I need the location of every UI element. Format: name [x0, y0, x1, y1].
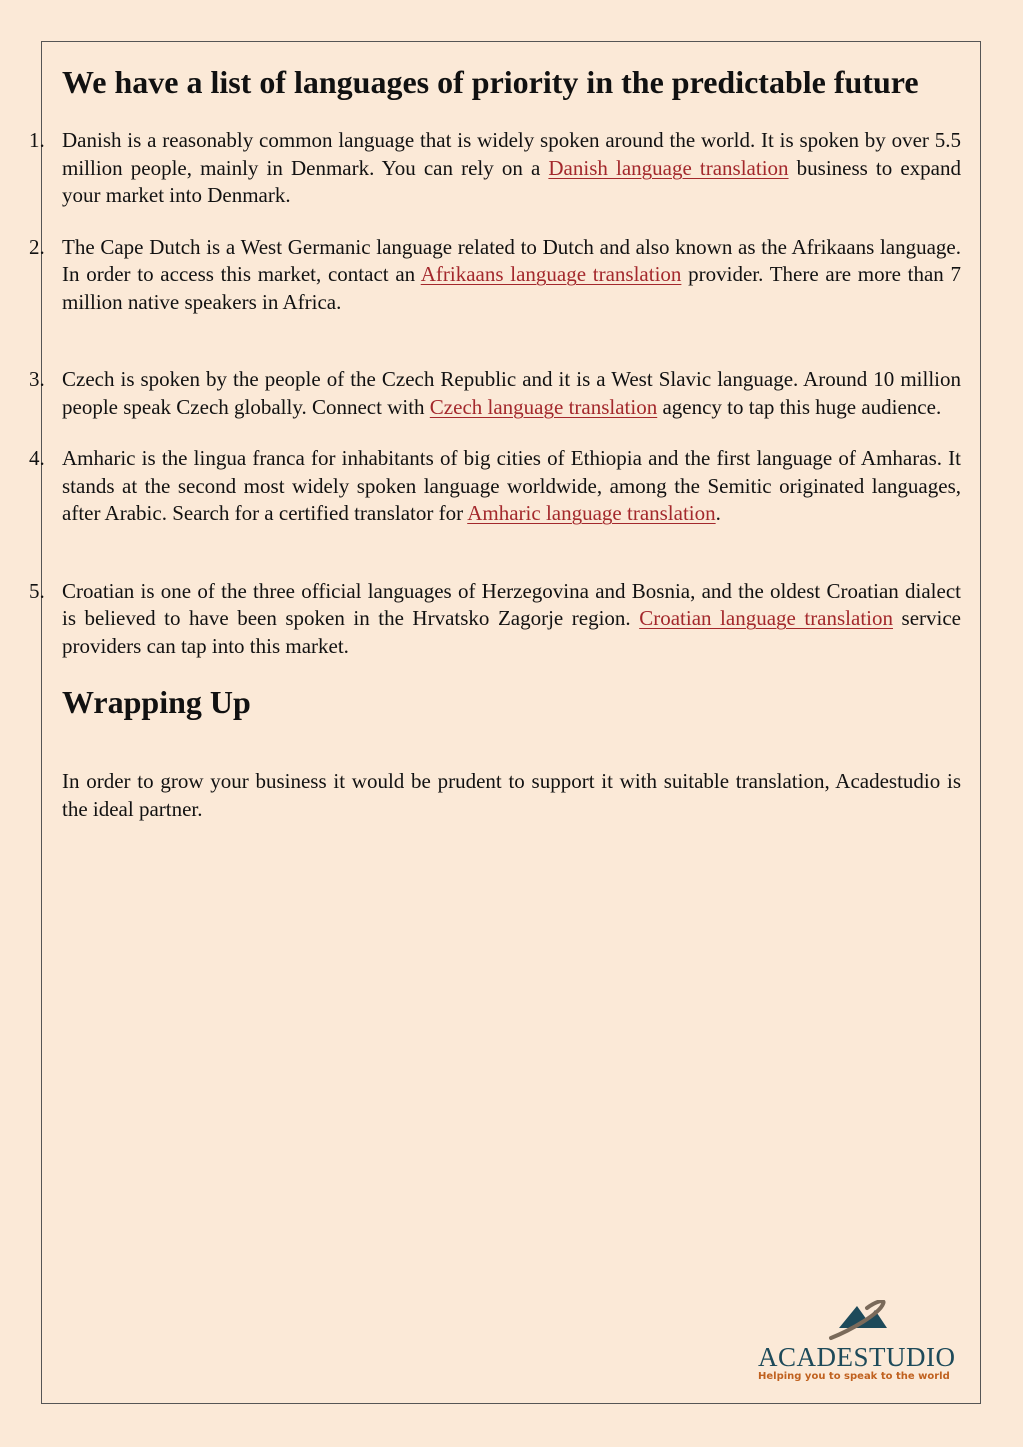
wrapping-up-heading: Wrapping Up — [62, 684, 251, 720]
list-item-danish — [29, 127, 962, 210]
document-body — [29, 62, 962, 823]
item-text: Croatian is one of the three official languages of Herzegovina and Bosnia, and the oldest Croatian dialect is believed to have been spoken in the Hrvatsko Zagorje region. — [62, 578, 961, 630]
list-number: 4. — [29, 446, 45, 470]
item-text: Danish is a reasonably common language that is widely spoken around the world. It is spoken by over 5.5 million people, mainly in Denmark. You can rely on a — [62, 128, 961, 180]
page-heading: We have a list of languages of priority in the predictable future — [62, 64, 919, 100]
list-item-afrikaans — [29, 234, 961, 317]
logo-tagline: Helping you to speak to the world — [758, 1371, 950, 1382]
list-item-croatian — [29, 578, 962, 661]
item-text: . — [715, 501, 721, 525]
item-text: service providers can tap into this market. — [62, 606, 962, 658]
item-text: business to expand your market into Denmark. — [62, 155, 962, 207]
logo-name: ACADESTUDIO — [758, 1342, 956, 1372]
list-item-czech — [29, 366, 961, 421]
danish-translation-link[interactable]: Danish language translation — [548, 155, 789, 180]
logo-mark-icon — [755, 1300, 963, 1344]
croatian-translation-link[interactable]: Croatian language translation — [639, 606, 894, 630]
list-number: 2. — [29, 234, 45, 259]
list-number: 5. — [29, 578, 45, 603]
list-number: 3. — [29, 367, 45, 391]
item-text: The Cape Dutch is a West Germanic language related to Dutch and also known as the Afrikaans language. In order to access this market, contact an — [62, 234, 961, 286]
list-item-amharic — [29, 445, 961, 528]
acadestudio-logo — [755, 1300, 963, 1386]
item-text: agency to tap this huge audience. — [657, 394, 942, 419]
wrapping-up-text: In order to grow your business it would be prudent to support it with suitable translation, Acadestudio is the ideal partner. — [62, 769, 961, 821]
amharic-translation-link[interactable]: Amharic language translation — [467, 501, 716, 525]
item-text: Czech is spoken by the people of the Czech Republic and it is a West Slavic language. Around 10 million people speak Czech globally. Connect with — [62, 367, 961, 419]
item-text: provider. There are more than 7 million native speakers in Africa. — [62, 262, 961, 314]
item-text: Amharic is the lingua franca for inhabitants of big cities of Ethiopia and the first language of Amharas. It stands at the second most widely spoken language worldwide, among the Semitic originated languages, after Arabic. Search for a certified translator for — [62, 446, 961, 525]
afrikaans-translation-link[interactable]: Afrikaans language translation — [420, 262, 682, 286]
list-number: 1. — [29, 128, 45, 152]
czech-translation-link[interactable]: Czech language translation — [429, 394, 658, 419]
